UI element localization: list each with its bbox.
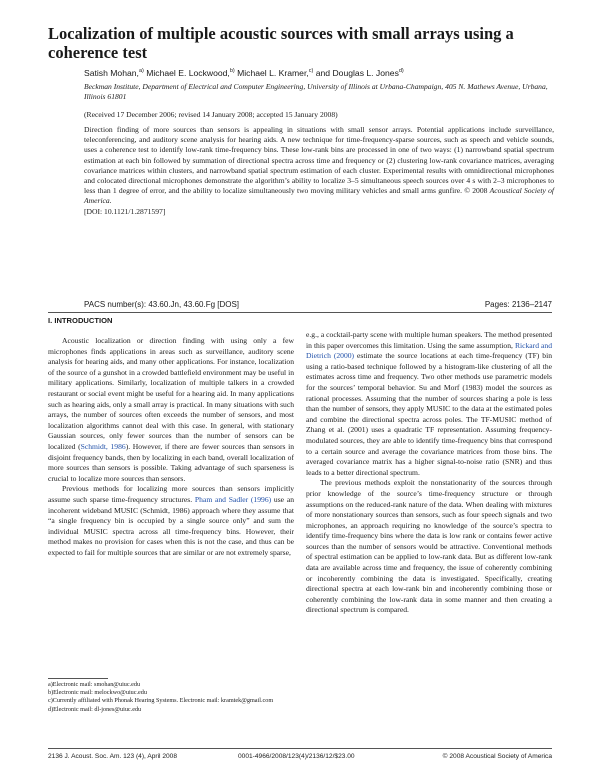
paper-title: Localization of multiple acoustic sources with small arrays using a coherence test [48,24,514,62]
section-divider [48,312,552,313]
paragraph-text: ). However, if there are fewer sources than sensors in disjoint frequency bands, then by localizing in each band, overall localization of more sources than sensors is possible. Taking advantage of such sparseness is crucial to localize more sources than sensors. [48,441,294,483]
author-name: Satish Mohan, [84,68,139,78]
author-name: Michael L. Kramer, [237,68,309,78]
abstract [84,125,554,217]
footnote: d)Electronic mail: dl-jones@uiuc.edu [48,705,142,713]
author-footnote-mark: a) [138,68,144,75]
author-footnote-mark: b) [229,68,235,75]
paragraph-text: use an incoherent wideband MUSIC (Schmidt, 1986) approach where they assume that “a single frequency bin is occupied by a single source only” and sum the individual MUSIC spectra across all time-frequency bins. However, their method makes no provision for cases when this is not the case, and thus can be expected to fail for multiple sources that are similar or are not extremely sparse, [48,494,294,557]
abstract-text: Direction finding of more sources than sensors is appealing in situations with small sensor arrays. Potential applications include surveillance, teleconferencing, and auditory scene analysis for hearing aids. A new technique for time-frequency-sparse sources, such as speech and vehicle sounds, uses a coherence test to identify low-rank time-frequency bins. These low-rank bins are processed in one of two ways: (1) narrowband spatial spectrum estimation at each bin followed by summation of directional spectra across time and frequency or (2) clustering low-rank covariance matrices, averaging covariance matrices within clusters, and narrowband spatial spectrum estimation of each cluster. Experimental results with omnidirectional microphones and colocated directional microphones demonstrate the algorithm’s ability to localize 3–5 simultaneous speech sources over 4 s with 2–3 microphones to less than 1 degree of error, and the ability to localize simultaneously two moving military vehicles and small arms gunfire. © 2008 [84,125,554,196]
paragraph [48,484,294,558]
footnote-divider [48,678,108,679]
author-name: Michael E. Lockwood, [146,68,230,78]
footnote: b)Electronic mail: melockwo@uiuc.edu [48,689,147,697]
footer-copyright: © 2008 Acoustical Society of America [442,753,552,760]
footnote: a)Electronic mail: smohan@uiuc.edu [48,681,141,688]
paragraph [306,478,552,616]
paragraph [306,330,552,478]
right-column [306,330,552,616]
affiliation: Beckman Institute, Department of Electrical and Computer Engineering, University of Illinois at Urbana-Champaign, 405 N. Mathews Avenue, Urbana, Illinois 61801 [84,82,548,101]
paragraph-text: The previous methods exploit the nonstationarity of the sources through prior knowledge of the source’s time-frequency structure or through assumptions on the reduced-rank nature of the data. When dealing with mixtures of more nonstationary sources than sensors, such as four speech signals and two microphones, an approach requiring no knowledge of the source’s spectra to identify time-frequency bins where the data is low rank or contains fewer active sources than the number of sensors would be attractive. Conventional methods of spectral estimation can be applied to low-rank data. But as different low-rank data are available across time and frequency, the issue of coherently combining or incoherently combining the data is investigated. Specifically, creating directional spectra at each low-rank bin and incoherently combining those or coherently combining the low-rank data in some manner and then creating a directional spectrum is compared. [306,478,552,615]
author-list [84,68,404,78]
received-dates: (Received 17 December 2006; revised 14 January 2008; accepted 15 January 2008) [84,110,338,119]
citation-link[interactable]: Pham and Sadler (1996) [194,494,272,504]
footnotes [48,681,294,714]
citation-link[interactable]: Schmidt, 1986 [80,441,126,451]
footer-journal: 2136 J. Acoust. Soc. Am. 123 (4), April 2008 [48,753,178,760]
paragraph-text: Previous methods for localizing more sources than sensors implicitly assume such sparse time-frequency structures. [48,484,294,504]
citation-link[interactable]: Rickard and Dietrich (2000) [306,340,552,361]
left-column [48,336,294,558]
paragraph-text: estimate the source locations at each time-frequency (TF) bin using a ratio-based technique followed by a histogram-like clustering of all the estimates across time and frequency. Two other methods use parametric models for the sources’ temporal behavior. Su and Morf (1983) model the sources as rational processes. Assuming that the number of sources sharing a pole is less than the number of sensors, they apply MUSIC to the data at the estimated poles and combine the directional spectra across poles. The TF-MUSIC method of Zhang et al. (2001) uses a quadratic TF representation. Assuming frequency-modulated sources, they are able to identify time-frequency bins that correspond to a certain source and average the covariance matrices from those bins. The averaged covariance matrix has a higher signal-to-noise ratio (SNR) and thus leads to a better directional spectrum. [306,351,552,477]
doi-link[interactable]: [DOI: 10.1121/1.2871597] [84,206,166,216]
section-heading: I. INTRODUCTION [48,316,113,325]
footer-issn: 0001-4966/2008/123(4)/2136/12/$23.00 [238,753,355,760]
footer-divider [48,748,552,749]
author-name: and Douglas L. Jones [315,68,399,78]
abstract-journal: Acoustical Society of America. [84,186,555,206]
author-footnote-mark: d) [398,68,404,75]
footnote: c)Currently affiliated with Phonak Hearing Systems. Electronic mail: kramtek@gmail.com [48,697,274,705]
author-footnote-mark: c) [308,68,314,75]
paragraph [48,336,294,484]
pacs-numbers: PACS number(s): 43.60.Jn, 43.60.Fg [DOS] [84,300,240,309]
page-range: Pages: 2136–2147 [484,300,552,309]
paragraph-text: e.g., a cocktail-party scene with multiple human speakers. The method presented in this paper overcomes this limitation. Using the same assumption, [306,330,552,350]
paragraph-text: Acoustic localization or direction finding with using only a few microphones finds applications in areas such as surveillance, auditory scene analysis for hearing aids, and many other applications. For instance, localization of the source of a gunshot in a crowded battlefield environment may be useful in military applications. Similarly, localization of multiple talkers in a crowded restaurant or social event might be useful for a hearing aid. In many applications such as hearing aids, only a small array is practical. In many situations with such arrays, the number of sources often exceeds the number of sensors, and most localization algorithms cannot deal with this case. In general, with stationary Gaussian sources, only fewer sources than the number of sensors can be localized ( [48,336,294,451]
